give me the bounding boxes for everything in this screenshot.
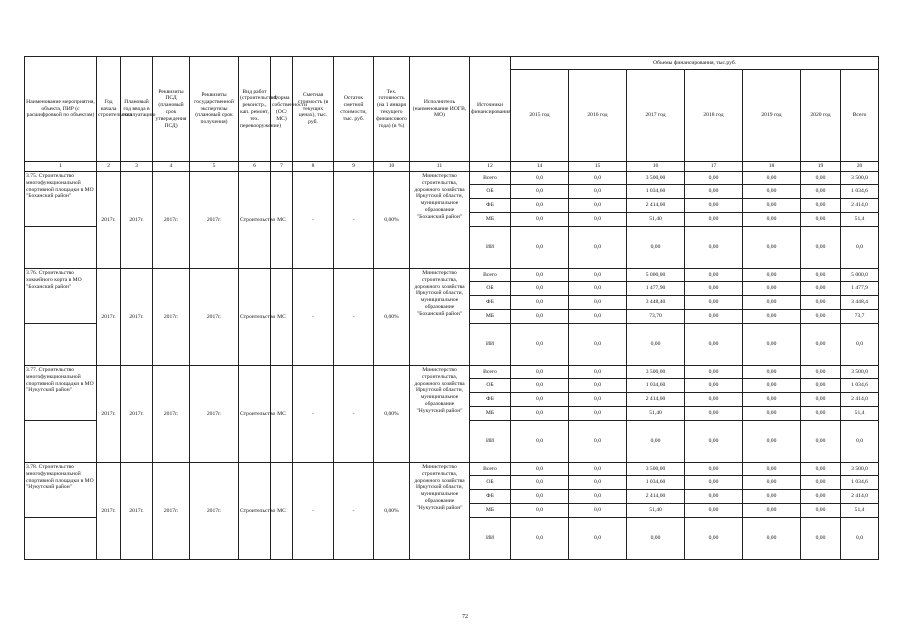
- value-2020: 0,00: [801, 518, 841, 560]
- column-number: 3: [121, 162, 153, 172]
- column-number: 12: [470, 162, 511, 172]
- value-2016: 0,0: [569, 421, 627, 463]
- value-2019: 0,00: [743, 172, 801, 185]
- work-type: Строительство: [239, 172, 271, 269]
- header-year-2017: 2017 год: [627, 70, 685, 162]
- column-number: 1: [25, 162, 97, 172]
- value-2017: 0,00: [627, 324, 685, 366]
- value-2018: 0,00: [685, 421, 743, 463]
- value-2017: 1 034,60: [627, 185, 685, 199]
- project-name: 3.78. Строительство многофункциональной спортивной площадки в МО "Нукутский район": [25, 463, 97, 518]
- work-type: Строительство: [239, 463, 271, 560]
- value-2018: 0,00: [685, 504, 743, 518]
- value-2019: 0,00: [743, 476, 801, 490]
- value-2019: 0,00: [743, 213, 801, 227]
- value-total: 3 500,0: [841, 172, 879, 185]
- executor: Министерство строительства, дорожного хозяйства Иркутской области, муниципальное образование "Нукутский район": [410, 366, 470, 463]
- value-2020: 0,00: [801, 282, 841, 296]
- value-total: 51,4: [841, 407, 879, 421]
- remainder: -: [334, 366, 374, 463]
- executor: Министерство строительства, дорожного хозяйства Иркутской области, муниципальное образование "Нукутский район": [410, 463, 470, 560]
- source: Всего: [470, 463, 511, 476]
- source: МБ: [470, 213, 511, 227]
- value-2015: 0,0: [511, 213, 569, 227]
- value-2017: 51,40: [627, 213, 685, 227]
- column-number: 19: [801, 162, 841, 172]
- value-total: 51,4: [841, 504, 879, 518]
- value-2020: 0,00: [801, 185, 841, 199]
- value-2018: 0,00: [685, 282, 743, 296]
- value-2019: 0,00: [743, 185, 801, 199]
- header-expertise: Реквизиты государственной экспертизы (плановый срок получения): [190, 57, 239, 162]
- value-2015: 0,0: [511, 463, 569, 476]
- ownership: МС: [271, 463, 293, 560]
- header-readiness: Тех. готовность (на 1 января текущего финансового года) (в %): [374, 57, 410, 162]
- value-2020: 0,00: [801, 421, 841, 463]
- column-number: 7: [271, 162, 293, 172]
- column-number-row: [25, 162, 879, 172]
- value-2015: 0,0: [511, 393, 569, 407]
- value-2019: 0,00: [743, 199, 801, 213]
- remainder: -: [334, 269, 374, 366]
- header-source: Источники финансирования: [470, 57, 511, 162]
- value-2019: 0,00: [743, 227, 801, 269]
- value-total: 2 414,0: [841, 393, 879, 407]
- value-2020: 0,00: [801, 366, 841, 379]
- value-2017: 2 414,00: [627, 490, 685, 504]
- project-name: 3.76. Строительство хоккейного корта в МО "Боханский район": [25, 269, 97, 324]
- value-2017: 2 414,00: [627, 199, 685, 213]
- column-number: 4: [153, 162, 190, 172]
- readiness: 0,00%: [374, 269, 410, 366]
- value-2019: 0,00: [743, 518, 801, 560]
- value-2018: 0,00: [685, 393, 743, 407]
- project-name-spacer: [25, 518, 97, 560]
- value-2018: 0,00: [685, 366, 743, 379]
- start-year: 2017г.: [97, 269, 121, 366]
- value-2018: 0,00: [685, 172, 743, 185]
- value-2016: 0,0: [569, 518, 627, 560]
- column-number: 8: [293, 162, 334, 172]
- ownership: МС: [271, 366, 293, 463]
- value-2015: 0,0: [511, 366, 569, 379]
- value-2020: 0,00: [801, 227, 841, 269]
- value-2020: 0,00: [801, 172, 841, 185]
- source: ИИ: [470, 518, 511, 560]
- value-2015: 0,0: [511, 199, 569, 213]
- value-2015: 0,0: [511, 185, 569, 199]
- source: ФБ: [470, 296, 511, 310]
- readiness: 0,00%: [374, 172, 410, 269]
- value-2015: 0,0: [511, 407, 569, 421]
- value-2019: 0,00: [743, 324, 801, 366]
- value-2016: 0,0: [569, 504, 627, 518]
- value-total: 0,0: [841, 227, 879, 269]
- value-total: 0,0: [841, 421, 879, 463]
- value-2015: 0,0: [511, 476, 569, 490]
- header-executor: Исполнитель (наименование ИОГВ, МО): [410, 57, 470, 162]
- value-2016: 0,0: [569, 324, 627, 366]
- source: Всего: [470, 172, 511, 185]
- value-2017: 0,00: [627, 227, 685, 269]
- header-name: Наименование мероприятия, объекта, ПИР (с расшифровкой по объектам): [25, 57, 97, 162]
- expertise-year: 2017г.: [190, 366, 239, 463]
- value-2016: 0,0: [569, 463, 627, 476]
- value-2017: 3 448,40: [627, 296, 685, 310]
- estimate: -: [293, 463, 334, 560]
- value-total: 0,0: [841, 518, 879, 560]
- executor: Министерство строительства, дорожного хозяйства Иркутской области, муниципальное образование "Боханский район": [410, 172, 470, 269]
- value-2017: 2 414,00: [627, 393, 685, 407]
- value-total: 2 414,0: [841, 490, 879, 504]
- value-2015: 0,0: [511, 421, 569, 463]
- value-2019: 0,00: [743, 463, 801, 476]
- column-number: 10: [374, 162, 410, 172]
- project-name: 3.75. Строительство многофункциональной спортивной площадки в МО "Боханский район": [25, 172, 97, 227]
- commission-year: 2017г.: [121, 172, 153, 269]
- value-total: 51,4: [841, 213, 879, 227]
- estimate: -: [293, 366, 334, 463]
- value-2018: 0,00: [685, 490, 743, 504]
- start-year: 2017г.: [97, 366, 121, 463]
- page-number: 72: [462, 614, 468, 620]
- value-2020: 0,00: [801, 213, 841, 227]
- value-2017: 1 034,60: [627, 379, 685, 393]
- value-2019: 0,00: [743, 296, 801, 310]
- value-2018: 0,00: [685, 476, 743, 490]
- source: ФБ: [470, 393, 511, 407]
- column-number: 18: [743, 162, 801, 172]
- value-2015: 0,0: [511, 324, 569, 366]
- value-2018: 0,00: [685, 518, 743, 560]
- commission-year: 2017г.: [121, 366, 153, 463]
- value-2015: 0,0: [511, 269, 569, 282]
- value-2018: 0,00: [685, 269, 743, 282]
- work-type: Строительство: [239, 366, 271, 463]
- value-2020: 0,00: [801, 269, 841, 282]
- column-number: 6: [239, 162, 271, 172]
- value-total: 0,0: [841, 324, 879, 366]
- column-number: 9: [334, 162, 374, 172]
- start-year: 2017г.: [97, 463, 121, 560]
- value-total: 2 414,0: [841, 199, 879, 213]
- value-2020: 0,00: [801, 476, 841, 490]
- value-2019: 0,00: [743, 490, 801, 504]
- value-total: 1 034,6: [841, 379, 879, 393]
- value-2019: 0,00: [743, 421, 801, 463]
- psd-year: 2017г.: [153, 463, 190, 560]
- value-2018: 0,00: [685, 379, 743, 393]
- value-2015: 0,0: [511, 379, 569, 393]
- value-2020: 0,00: [801, 296, 841, 310]
- readiness: 0,00%: [374, 463, 410, 560]
- column-number: 14: [511, 162, 569, 172]
- value-2020: 0,00: [801, 393, 841, 407]
- value-2018: 0,00: [685, 227, 743, 269]
- psd-year: 2017г.: [153, 269, 190, 366]
- value-2016: 0,0: [569, 296, 627, 310]
- value-total: 5 000,0: [841, 269, 879, 282]
- header-ownership: Форма собственности (ОС/МС): [271, 57, 293, 162]
- commission-year: 2017г.: [121, 463, 153, 560]
- header-total: Всего: [841, 70, 879, 162]
- estimate: -: [293, 269, 334, 366]
- source: МБ: [470, 407, 511, 421]
- executor: Министерство строительства, дорожного хозяйства Иркутской области, муниципальное образование "Боханский район": [410, 269, 470, 366]
- value-2019: 0,00: [743, 407, 801, 421]
- value-2016: 0,0: [569, 366, 627, 379]
- source: ИИ: [470, 324, 511, 366]
- value-2016: 0,0: [569, 490, 627, 504]
- value-2015: 0,0: [511, 172, 569, 185]
- column-number: 5: [190, 162, 239, 172]
- value-2018: 0,00: [685, 324, 743, 366]
- document-page: [18, 18, 884, 622]
- expertise-year: 2017г.: [190, 463, 239, 560]
- project-block: [25, 463, 879, 560]
- value-2020: 0,00: [801, 199, 841, 213]
- value-2015: 0,0: [511, 504, 569, 518]
- source: МБ: [470, 310, 511, 324]
- project-block: [25, 269, 879, 366]
- value-total: 73,7: [841, 310, 879, 324]
- project-name-spacer: [25, 227, 97, 269]
- value-total: 3 448,4: [841, 296, 879, 310]
- expertise-year: 2017г.: [190, 269, 239, 366]
- value-2016: 0,0: [569, 199, 627, 213]
- header-year-2020: 2020 год: [801, 70, 841, 162]
- value-2016: 0,0: [569, 407, 627, 421]
- value-2015: 0,0: [511, 310, 569, 324]
- remainder: -: [334, 172, 374, 269]
- column-number: 20: [841, 162, 879, 172]
- value-total: 1 034,6: [841, 476, 879, 490]
- value-2020: 0,00: [801, 324, 841, 366]
- header-remainder: Остаток сметной стоимости, тыс. руб.: [334, 57, 374, 162]
- source: ОБ: [470, 476, 511, 490]
- start-year: 2017г.: [97, 172, 121, 269]
- value-2016: 0,0: [569, 282, 627, 296]
- value-2018: 0,00: [685, 407, 743, 421]
- header-psd: Реквизиты ПСД (плановый срок утверждения ПСД): [153, 57, 190, 162]
- value-2015: 0,0: [511, 518, 569, 560]
- project-name-spacer: [25, 421, 97, 463]
- column-number: 11: [410, 162, 470, 172]
- header-year-2018: 2018 год: [685, 70, 743, 162]
- value-2016: 0,0: [569, 172, 627, 185]
- source: ФБ: [470, 199, 511, 213]
- value-2020: 0,00: [801, 310, 841, 324]
- value-2015: 0,0: [511, 296, 569, 310]
- value-2020: 0,00: [801, 407, 841, 421]
- column-number: 17: [685, 162, 743, 172]
- source: ОБ: [470, 185, 511, 199]
- value-2020: 0,00: [801, 490, 841, 504]
- value-2017: 3 500,00: [627, 366, 685, 379]
- value-2017: 1 034,60: [627, 476, 685, 490]
- estimate: -: [293, 172, 334, 269]
- value-2020: 0,00: [801, 504, 841, 518]
- value-2016: 0,0: [569, 379, 627, 393]
- value-2016: 0,0: [569, 393, 627, 407]
- value-2015: 0,0: [511, 227, 569, 269]
- value-2019: 0,00: [743, 366, 801, 379]
- project-block: [25, 172, 879, 269]
- header-commission-year: Плановый год ввода в эксплуатацию: [121, 57, 153, 162]
- value-2017: 0,00: [627, 421, 685, 463]
- header-year-2016: 2016 год: [569, 70, 627, 162]
- expertise-year: 2017г.: [190, 172, 239, 269]
- value-2020: 0,00: [801, 463, 841, 476]
- value-2018: 0,00: [685, 310, 743, 324]
- value-2016: 0,0: [569, 269, 627, 282]
- value-2017: 3 500,00: [627, 463, 685, 476]
- value-2019: 0,00: [743, 282, 801, 296]
- value-2017: 73,70: [627, 310, 685, 324]
- source: ИИ: [470, 421, 511, 463]
- commission-year: 2017г.: [121, 269, 153, 366]
- ownership: МС: [271, 172, 293, 269]
- remainder: -: [334, 463, 374, 560]
- value-2019: 0,00: [743, 269, 801, 282]
- value-total: 1 034,6: [841, 185, 879, 199]
- column-number: 15: [569, 162, 627, 172]
- header-work-type: Вид работ (строительство, реконстр., кап. ремонт, тех. перевооружение): [239, 57, 271, 162]
- value-total: 3 500,0: [841, 463, 879, 476]
- value-2018: 0,00: [685, 213, 743, 227]
- project-name-spacer: [25, 324, 97, 366]
- value-2015: 0,0: [511, 490, 569, 504]
- source: ИИ: [470, 227, 511, 269]
- source: ОБ: [470, 282, 511, 296]
- ownership: МС: [271, 269, 293, 366]
- header-start-year: Год начала строительства: [97, 57, 121, 162]
- value-2016: 0,0: [569, 185, 627, 199]
- source: Всего: [470, 366, 511, 379]
- source: ФБ: [470, 490, 511, 504]
- value-2019: 0,00: [743, 379, 801, 393]
- psd-year: 2017г.: [153, 366, 190, 463]
- header-year-2015: 2015 год: [511, 70, 569, 162]
- source: ОБ: [470, 379, 511, 393]
- value-2019: 0,00: [743, 310, 801, 324]
- value-2020: 0,00: [801, 379, 841, 393]
- financing-table: [24, 56, 879, 560]
- value-2019: 0,00: [743, 504, 801, 518]
- value-2017: 1 477,90: [627, 282, 685, 296]
- value-2018: 0,00: [685, 199, 743, 213]
- header-year-2019: 2019 год: [743, 70, 801, 162]
- value-2018: 0,00: [685, 463, 743, 476]
- value-2017: 51,40: [627, 504, 685, 518]
- value-2015: 0,0: [511, 282, 569, 296]
- value-total: 3 500,0: [841, 366, 879, 379]
- value-2017: 51,40: [627, 407, 685, 421]
- column-number: 2: [97, 162, 121, 172]
- header-estimate: Сметная стоимость (в текущих ценах), тыс. руб.: [293, 57, 334, 162]
- value-2018: 0,00: [685, 296, 743, 310]
- readiness: 0,00%: [374, 366, 410, 463]
- value-2016: 0,0: [569, 213, 627, 227]
- value-2017: 3 500,00: [627, 172, 685, 185]
- value-2017: 5 000,00: [627, 269, 685, 282]
- psd-year: 2017г.: [153, 172, 190, 269]
- source: МБ: [470, 504, 511, 518]
- header-funding-group: Объемы финансирования, тыс.руб.: [511, 57, 879, 70]
- project-block: [25, 366, 879, 463]
- value-2018: 0,00: [685, 185, 743, 199]
- column-number: 16: [627, 162, 685, 172]
- value-2017: 0,00: [627, 518, 685, 560]
- value-2016: 0,0: [569, 310, 627, 324]
- value-2016: 0,0: [569, 476, 627, 490]
- value-2019: 0,00: [743, 393, 801, 407]
- value-total: 1 477,9: [841, 282, 879, 296]
- project-name: 3.77. Строительство многофункциональной спортивной площадки в МО "Нукутский район": [25, 366, 97, 421]
- value-2016: 0,0: [569, 227, 627, 269]
- work-type: Строительство: [239, 269, 271, 366]
- source: Всего: [470, 269, 511, 282]
